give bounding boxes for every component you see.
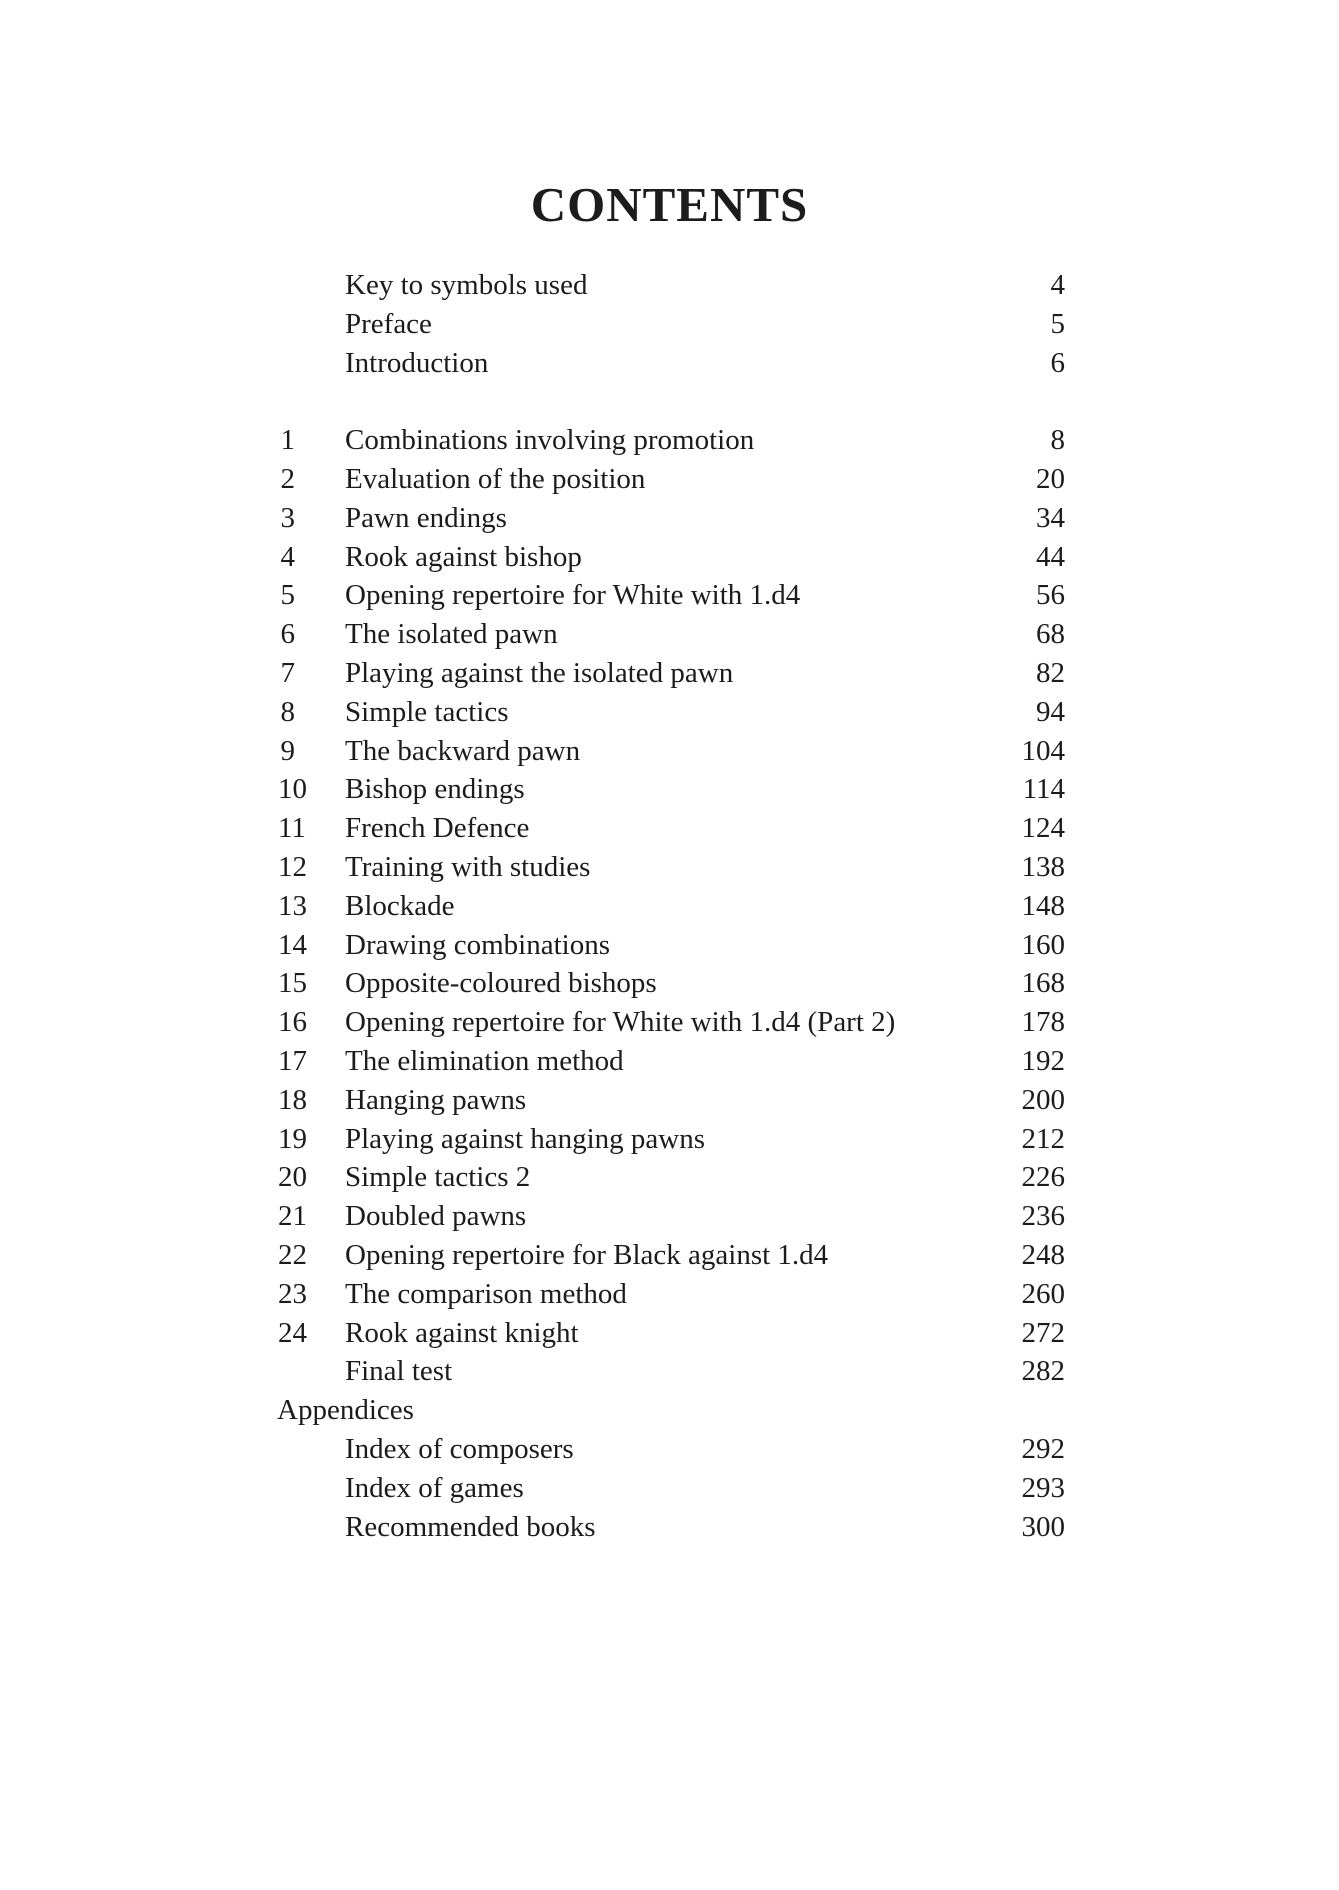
- table-of-contents: [278, 266, 1065, 1546]
- chapter-number: 13: [278, 889, 307, 922]
- page-number: 114: [1022, 773, 1065, 806]
- chapter-number: 24: [278, 1316, 307, 1349]
- chapter-number: 22: [278, 1238, 307, 1271]
- chapter-number: 9: [280, 734, 295, 767]
- entry-title: Final test: [345, 1355, 453, 1388]
- toc-row: [278, 887, 1065, 926]
- toc-row: [278, 344, 1065, 383]
- toc-row: [278, 1003, 1065, 1042]
- page-number: 56: [1036, 579, 1065, 612]
- toc-row: [278, 1508, 1065, 1547]
- page-number: 168: [1021, 967, 1065, 1000]
- entry-title: Playing against the isolated pawn: [345, 656, 734, 689]
- entry-title: Recommended books: [345, 1510, 596, 1543]
- toc-row: [278, 305, 1065, 344]
- entry-title: Combinations involving promotion: [345, 424, 755, 457]
- chapter-number: [278, 1469, 345, 1508]
- toc-row: [278, 1081, 1065, 1120]
- page-number: 160: [1021, 928, 1065, 961]
- chapter-number: 12: [278, 850, 307, 883]
- entry-title: Doubled pawns: [345, 1200, 527, 1233]
- entry-title: Simple tactics: [345, 695, 509, 728]
- page-number: 94: [1036, 695, 1065, 728]
- page-number: 44: [1036, 540, 1065, 573]
- toc-row: [278, 926, 1065, 965]
- toc-row: [278, 538, 1065, 577]
- entry-title: Index of games: [345, 1471, 524, 1504]
- toc-row: [278, 460, 1065, 499]
- entry-title: Opening repertoire for White with 1.d4: [345, 579, 801, 612]
- page-number: 300: [1021, 1510, 1065, 1543]
- toc-row: [278, 1275, 1065, 1314]
- chapter-number: 6: [280, 618, 295, 651]
- chapter-number: [278, 1508, 345, 1547]
- page-number: 68: [1036, 618, 1065, 651]
- entry-title: The elimination method: [345, 1044, 624, 1077]
- chapter-number: 5: [280, 579, 295, 612]
- entry-title: Bishop endings: [345, 773, 525, 806]
- chapter-number: 14: [278, 928, 307, 961]
- entry-title: Playing against hanging pawns: [345, 1122, 706, 1155]
- chapter-number: 2: [280, 462, 295, 495]
- appendices-list: [278, 1430, 1065, 1546]
- chapter-number: 20: [278, 1161, 307, 1194]
- entry-title: Pawn endings: [345, 501, 507, 534]
- toc-row: [278, 654, 1065, 693]
- entry-title: Simple tactics 2: [345, 1161, 531, 1194]
- page-number: 282: [1021, 1355, 1065, 1388]
- page-number: 124: [1021, 812, 1065, 845]
- entry-title: Blockade: [345, 889, 455, 922]
- entry-title: Rook against knight: [345, 1316, 579, 1349]
- section-gap: [278, 382, 1065, 421]
- entry-title: The comparison method: [345, 1277, 627, 1310]
- entry-title: Rook against bishop: [345, 540, 582, 573]
- chapter-number: [278, 1352, 345, 1391]
- chapter-number: 10: [278, 773, 307, 806]
- chapter-number: 19: [278, 1122, 307, 1155]
- entry-title: Introduction: [345, 346, 489, 379]
- page-number: 20: [1036, 462, 1065, 495]
- chapter-number: 21: [278, 1200, 307, 1233]
- chapter-number: 11: [278, 812, 306, 845]
- chapter-number: 3: [280, 501, 295, 534]
- chapter-number: [278, 266, 345, 305]
- page-number: 138: [1021, 850, 1065, 883]
- toc-row: [278, 848, 1065, 887]
- toc-row: [278, 1158, 1065, 1197]
- toc-row: [278, 809, 1065, 848]
- page-number: 236: [1021, 1200, 1065, 1233]
- entry-title: Training with studies: [345, 850, 591, 883]
- chapter-number: 8: [280, 695, 295, 728]
- toc-row: [278, 964, 1065, 1003]
- entry-title: Index of composers: [345, 1432, 574, 1465]
- entry-title: Opening repertoire for Black against 1.d4: [345, 1238, 829, 1271]
- entry-title: Drawing combinations: [345, 928, 610, 961]
- chapter-number: [278, 305, 345, 344]
- entry-title: Hanging pawns: [345, 1083, 527, 1116]
- entry-title: Preface: [345, 307, 432, 340]
- toc-row: [278, 1469, 1065, 1508]
- page-number: 260: [1021, 1277, 1065, 1310]
- chapter-number: [278, 344, 345, 383]
- toc-row: [278, 499, 1065, 538]
- chapter-number: 16: [278, 1006, 307, 1039]
- page-number: 212: [1021, 1122, 1065, 1155]
- entry-title: Opening repertoire for White with 1.d4 (Part 2): [345, 1006, 896, 1039]
- toc-row: [278, 732, 1065, 771]
- toc-row: [278, 421, 1065, 460]
- toc-row: [278, 1430, 1065, 1469]
- chapter-list: [278, 421, 1065, 1391]
- front-matter-list: [278, 266, 1065, 382]
- toc-row: [278, 1042, 1065, 1081]
- chapter-number: 4: [280, 540, 295, 573]
- toc-row: [278, 576, 1065, 615]
- page-number: 82: [1036, 656, 1065, 689]
- chapter-number: 1: [280, 424, 295, 457]
- page-number: 178: [1021, 1006, 1065, 1039]
- page-number: 272: [1021, 1316, 1065, 1349]
- toc-row: [278, 266, 1065, 305]
- appendices-heading: Appendices: [277, 1394, 414, 1427]
- toc-row: [278, 693, 1065, 732]
- page-number: 5: [1050, 307, 1065, 340]
- page-number: 4: [1050, 269, 1065, 301]
- page-number: 34: [1036, 501, 1065, 534]
- toc-row: [278, 1314, 1065, 1353]
- page-title: CONTENTS: [530, 177, 809, 232]
- chapter-number: 18: [278, 1083, 307, 1116]
- toc-row: [278, 1236, 1065, 1275]
- entry-title: Opposite-coloured bishops: [345, 967, 657, 1000]
- page-number: 6: [1050, 346, 1065, 379]
- page-number: 192: [1021, 1044, 1065, 1077]
- page-number: 8: [1050, 424, 1065, 457]
- page-number: 293: [1021, 1471, 1065, 1504]
- page-number: 226: [1021, 1161, 1065, 1194]
- entry-title: French Defence: [345, 812, 530, 845]
- page-number: 292: [1021, 1432, 1065, 1465]
- page-number: 104: [1021, 734, 1065, 767]
- toc-row: [278, 770, 1065, 809]
- entry-title: The isolated pawn: [345, 618, 558, 651]
- entry-title: Evaluation of the position: [345, 462, 646, 495]
- chapter-number: 7: [280, 656, 295, 689]
- toc-row: [278, 1352, 1065, 1391]
- page-number: 148: [1021, 889, 1065, 922]
- chapter-number: 23: [278, 1277, 307, 1310]
- page-number: 248: [1021, 1238, 1065, 1271]
- toc-row: [278, 615, 1065, 654]
- page-number: 200: [1021, 1083, 1065, 1116]
- entry-title: The backward pawn: [345, 734, 581, 767]
- chapter-number: [278, 1430, 345, 1469]
- entry-title: Key to symbols used: [345, 269, 588, 301]
- chapter-number: 17: [278, 1044, 307, 1077]
- toc-row: [278, 1120, 1065, 1159]
- chapter-number: 15: [278, 967, 307, 1000]
- toc-row: [278, 1197, 1065, 1236]
